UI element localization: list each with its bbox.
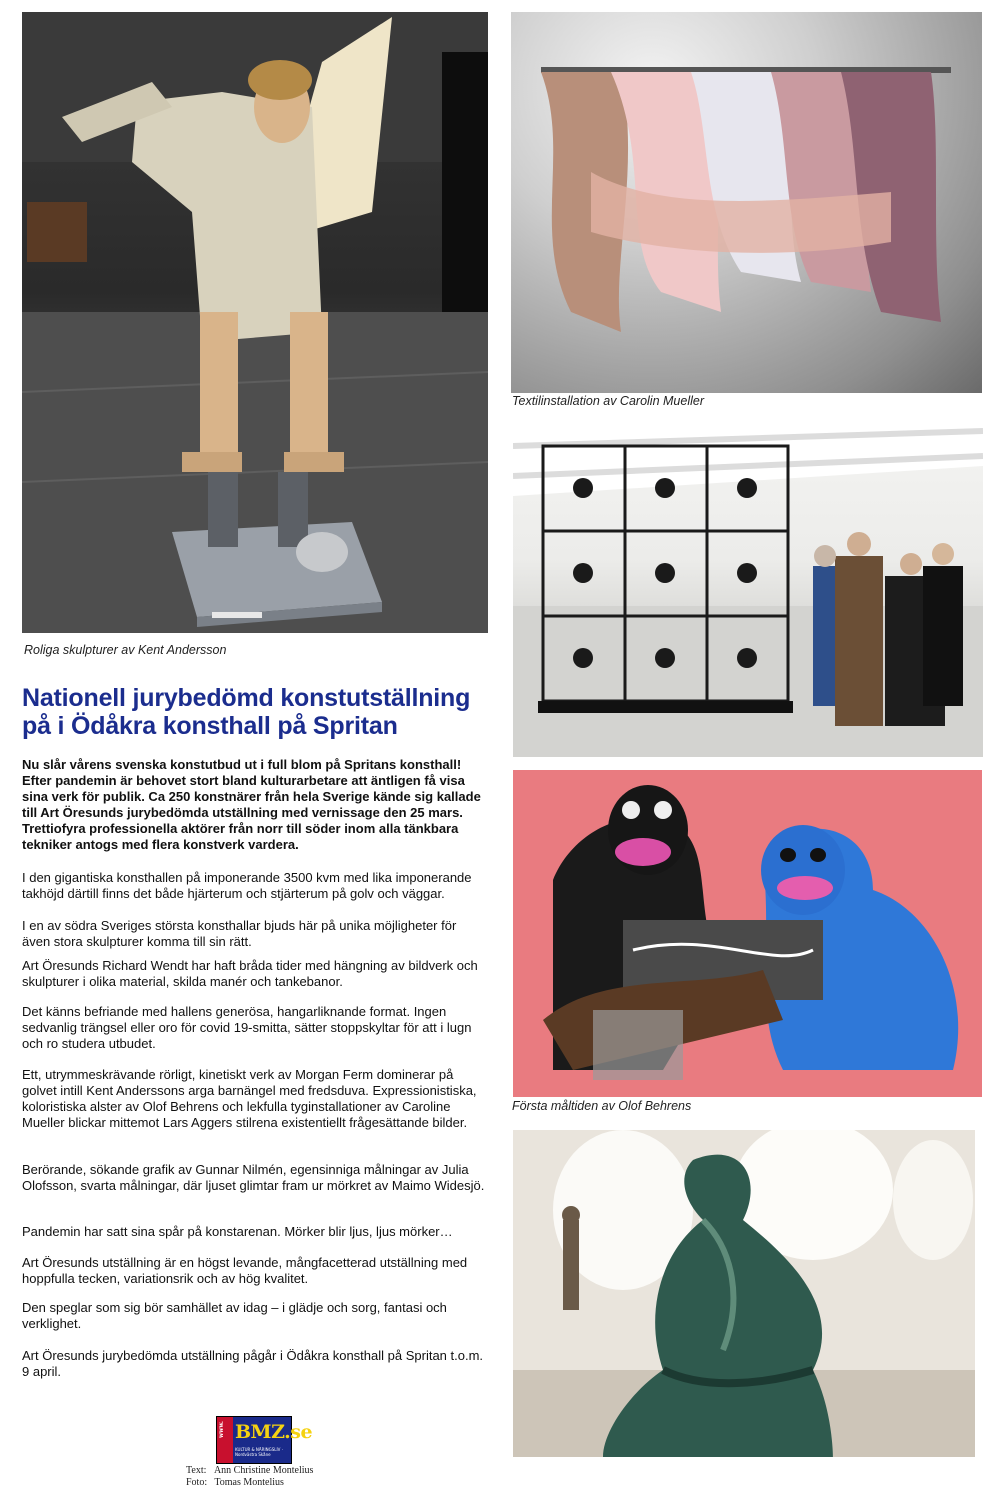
sculpture-caption: Roliga skulpturer av Kent Andersson [24,643,227,657]
article-paragraph: Den speglar som sig bör samhället av idag – i glädje och sorg, fantasi och verklighet. [22,1300,447,1331]
textile-caption: Textilinstallation av Carolin Mueller [512,394,704,408]
article-headline: Nationell jurybedömd konstutställning på i Ödåkra konsthall på Spritan [22,684,471,740]
article-paragraph: Art Öresunds jurybedömda utställning pågår i Ödåkra konsthall på Spritan t.o.m. 9 april. [22,1348,484,1379]
textile-image [511,12,982,393]
text-credit-value: Ann Christine Montelius [213,1465,314,1476]
painting-photo [513,770,982,1097]
article-paragraph: Pandemin har satt sina spår på konstarenan. Mörker blir ljus, ljus mörker… [22,1224,453,1239]
logo-name: BMZ.se [235,1421,313,1443]
kinetic-work-image [513,426,983,757]
kinetic-work-photo [513,426,983,757]
textile-photo [511,12,982,393]
text-credit-label: Text: [186,1465,207,1476]
article-paragraph: I den gigantiska konsthallen på imponerande 3500 kvm med lika imponerande takhöjd därtill finns det både hjärterum och stjärterum på golv och väggar. [22,870,472,901]
article-paragraph: Det känns befriande med hallens generösa, hangarliknande format. Ingen sedvanlig trängsel eller oro för covid 19-smitta, sätter stoppskyltar för att i lugn och ro studera utbudet. [22,1004,472,1051]
logo-tagline: KULTUR & NÄRINGSLIV · Nordvästra Skåne [235,1447,283,1457]
photo-credit-value: Tomas Montelius [214,1477,284,1488]
article-lead: Nu slår vårens svenska konstutbud ut i full blom på Spritans konsthall! Efter pandemin är behovet stort bland kulturarbetare att äntligen få visa sina verk för publik. Ca 250 konstnärer från hela Sverige kände sig kallade till Art Öresunds jurybedömda utställning med vernissage den 25 mars. Trettiofyra professionella aktörer från norr till söder inom alla tänkbara tekniker antogs med flera konstverk vardera. [22,757,481,852]
sculpture-photo [22,12,488,633]
photo-credit-label: Foto: [186,1477,208,1488]
painting-caption: Första måltiden av Olof Behrens [512,1099,692,1113]
article-paragraph: I en av södra Sveriges största konsthallar bjuds här på unika möjligheter för även stora skulpturer komma till sin rätt. [22,918,457,949]
bronze-photo [513,1130,975,1457]
text-credit [186,1465,313,1476]
painting-image [513,770,982,1097]
article-paragraph: Berörande, sökande grafik av Gunnar Nilmén, egensinniga målningar av Julia Olofsson, svarta målningar, där ljuset glimtar fram ur mörkret av Maimo Widesjö. [22,1162,485,1193]
article-paragraph: Art Öresunds Richard Wendt har haft bråda tider med hängning av bildverk och skulpturer i olika material, skilda manér och tankebanor. [22,958,478,989]
bmz-logo[interactable] [216,1416,313,1464]
photo-credit [186,1477,284,1488]
bronze-image [513,1130,975,1457]
article-paragraph: Art Öresunds utställning är en högst levande, mångfacetterad utställning med hoppfulla tecken, variationsrik och av hög kvalitet. [22,1255,468,1286]
sculpture-image [22,12,488,633]
logo-www: www. [218,1421,225,1438]
article-paragraph: Ett, utrymmeskrävande rörligt, kinetiskt verk av Morgan Ferm dominerar på golvet intill Kent Anderssons arga barnängel med fredsduva. Expressionistiska, koloristiska alster av Olof Behrens och lekfulla tyginstallationer av Caroline Mueller blickar mittemot Lars Aggers stilrena existentiellt frågesättande bilder. [22,1067,477,1130]
